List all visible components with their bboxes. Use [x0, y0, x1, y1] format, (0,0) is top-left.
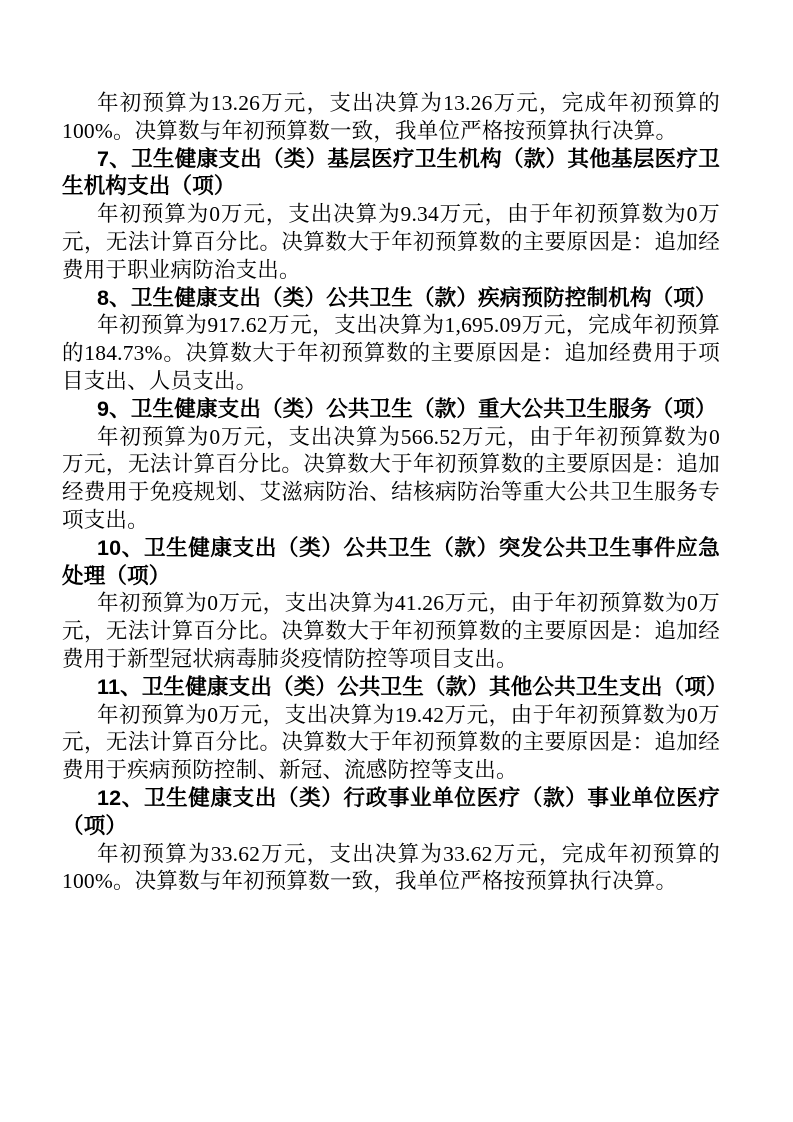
section-heading-12: 12、卫生健康支出（类）行政事业单位医疗（款）事业单位医疗（项） [62, 785, 720, 838]
section-heading-9: 9、卫生健康支出（类）公共卫生（款）重大公共卫生服务（项） [97, 396, 717, 421]
lead-paragraph: 年初预算为13.26万元，支出决算为13.26万元，完成年初预算的100%。决算数与年初预算数一致，我单位严格按预算执行决算。 [62, 91, 720, 143]
section-heading-7: 7、卫生健康支出（类）基层医疗卫生机构（款）其他基层医疗卫生机构支出（项） [62, 146, 720, 199]
section-heading-8: 8、卫生健康支出（类）公共卫生（款）疾病预防控制机构（项） [97, 285, 717, 310]
section-heading-11: 11、卫生健康支出（类）公共卫生（款）其他公共卫生支出（项） [97, 674, 728, 699]
section-body-7: 年初预算为0万元，支出决算为9.34万元，由于年初预算数为0万元，无法计算百分比。决算数大于年初预算数的主要原因是：追加经费用于职业病防治支出。 [62, 202, 720, 282]
text-column [62, 90, 728, 896]
section-body-12: 年初预算为33.62万元，支出决算为33.62万元，完成年初预算的100%。决算数与年初预算数一致，我单位严格按预算执行决算。 [62, 841, 720, 894]
section-body-8: 年初预算为917.62万元，支出决算为1,695.09万元，完成年初预算的184.73%。决算数大于年初预算数的主要原因是：追加经费用于项目支出、人员支出。 [62, 313, 720, 393]
section-body-10: 年初预算为0万元，支出决算为41.26万元，由于年初预算数为0万元，无法计算百分比。决算数大于年初预算数的主要原因是：追加经费用于新型冠状病毒肺炎疫情防控等项目支出。 [62, 591, 720, 671]
section-body-9: 年初预算为0万元，支出决算为566.52万元，由于年初预算数为0万元，无法计算百分比。决算数大于年初预算数的主要原因是：追加经费用于免疫规划、艾滋病防治、结核病防治等重大公共卫生服务专项支出。 [62, 424, 720, 532]
section-heading-10: 10、卫生健康支出（类）公共卫生（款）突发公共卫生事件应急处理（项） [62, 535, 720, 588]
section-body-11: 年初预算为0万元，支出决算为19.42万元，由于年初预算数为0万元，无法计算百分比。决算数大于年初预算数的主要原因是：追加经费用于疾病预防控制、新冠、流感防控等支出。 [62, 702, 720, 783]
